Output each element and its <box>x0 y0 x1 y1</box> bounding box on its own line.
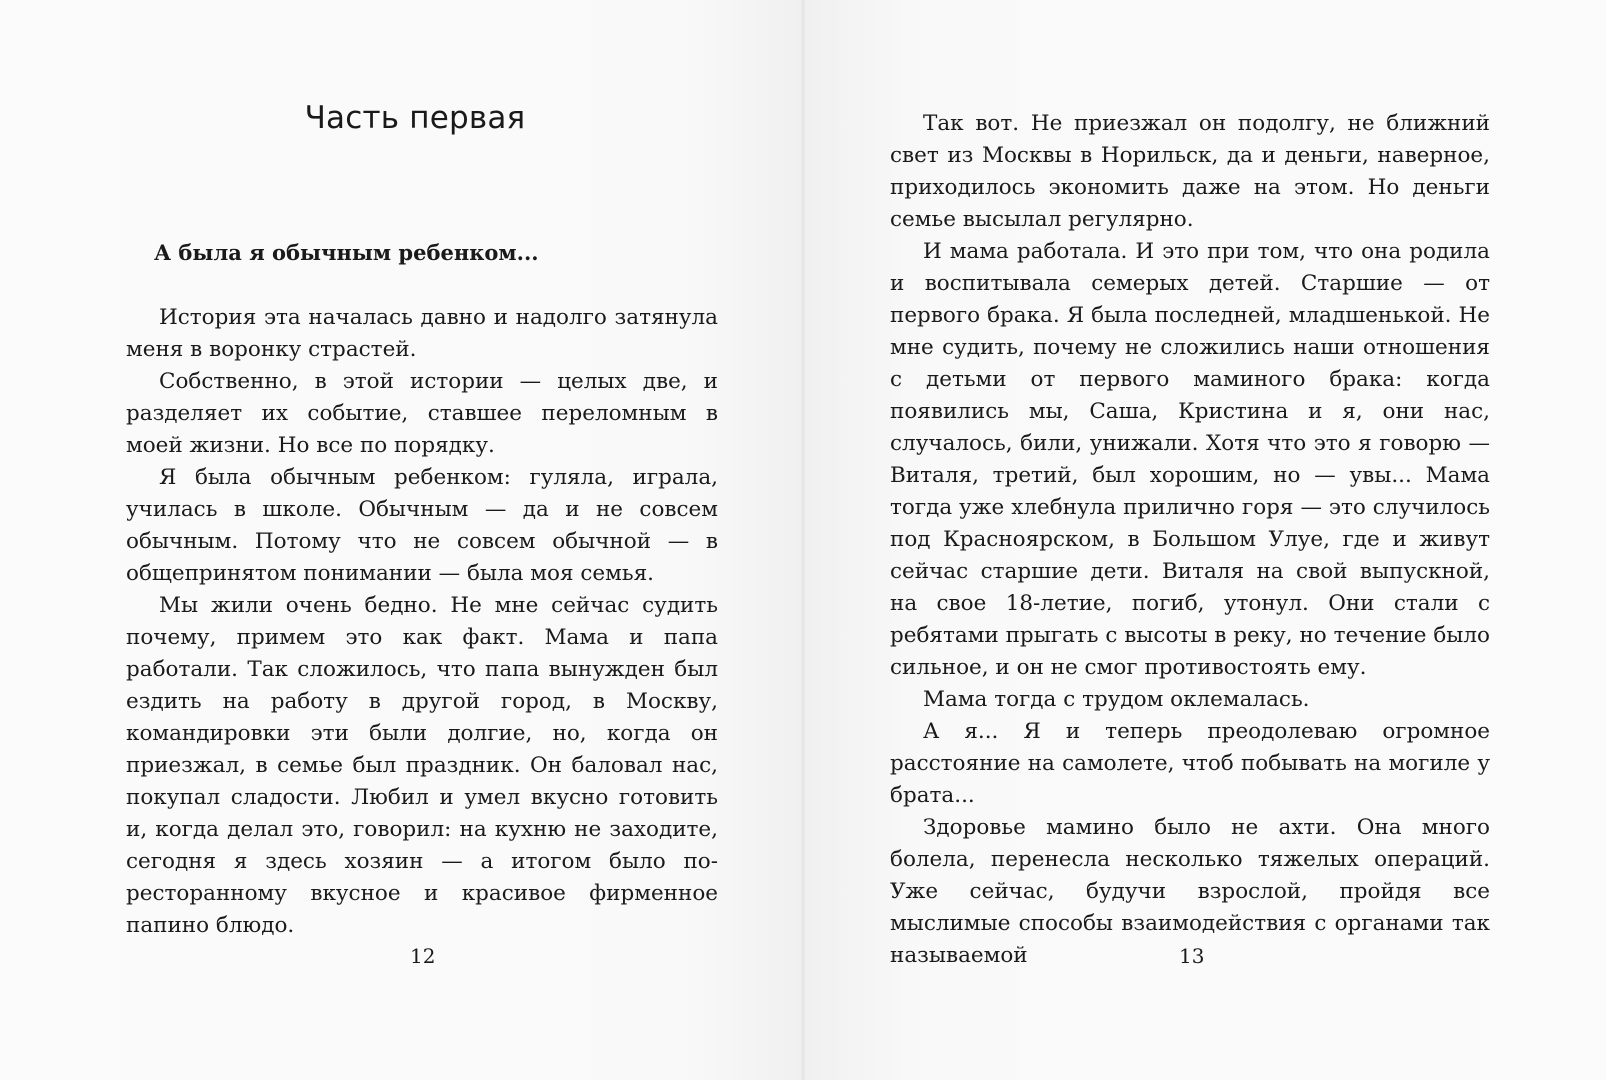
paragraph: Я была обычным ребенком: гуляла, играла, училась в школе. Обычным — да и не совсем обычным. Потому что не совсем обычной — в общепринятом понимании — была моя семья. <box>126 465 718 586</box>
paragraph: История эта началась давно и надолго затянула меня в воронку страстей. <box>126 305 718 362</box>
page-number-right: 13 <box>1179 944 1205 968</box>
paragraph: Мы жили очень бедно. Не мне сейчас судить почему, примем это как факт. Мама и папа работали. Так сложилось, что папа вынужден был ездить на работу в другой город, в Москву, командировки эти были долгие, но, когда он приезжал, в семье был праздник. Он баловал нас, покупал сладости. Любил и умел вкусно готовить и, когда делал это, говорил: на кухню не заходите, сегодня я здесь хозяин — а итогом было по-ресторанному вкусное и красивое фирменное папино блюдо. <box>126 593 718 938</box>
left-page-text <box>126 302 718 942</box>
paragraph: Здоровье мамино было не ахти. Она много болела, перенесла несколько тяжелых операций. Уже сейчас, будучи взрослой, пройдя все мыслимые способы взаимодействия с органами так называемой <box>890 815 1490 968</box>
paragraph: И мама работала. И это при том, что она родила и воспитывала семерых детей. Старшие — от первого брака. Я была последней, младшенькой. Не мне судить, почему не сложились наши отношения с детьми от первого маминого брака: когда появились мы, Саша, Кристина и я, они нас, случалось, били, унижали. Хотя что это я говорю — Виталя, третий, был хорошим, но — увы... Мама тогда уже хлебнула прилично горя — это случилось под Красноярском, в Большом Улуе, где и живут сейчас старшие дети. Виталя на свой выпускной, на свое 18-летие, погиб, утонул. Они стали с ребятами прыгать с высоты в реку, но течение было сильное, и он не смог противостоять ему. <box>890 239 1490 680</box>
right-page-text <box>890 108 1490 972</box>
part-title: Часть первая <box>304 100 526 136</box>
right-page <box>803 0 1606 1080</box>
chapter-title: А была я обычным ребенком... <box>154 240 539 265</box>
paragraph: Мама тогда с трудом оклемалась. <box>923 687 1310 712</box>
paragraph: Собственно, в этой истории — целых две, и разделяет их событие, ставшее переломным в моей жизни. Но все по порядку. <box>126 369 718 458</box>
paragraph: А я... Я и теперь преодолеваю огромное расстояние на самолете, чтоб побывать на могиле у брата... <box>890 719 1490 808</box>
paragraph: Так вот. Не приезжал он подолгу, не ближний свет из Москвы в Норильск, да и деньги, наверное, приходилось экономить даже на этом. Но деньги семье высылал регулярно. <box>890 111 1490 232</box>
book-gutter <box>801 0 805 1080</box>
page-number-left: 12 <box>410 944 436 968</box>
